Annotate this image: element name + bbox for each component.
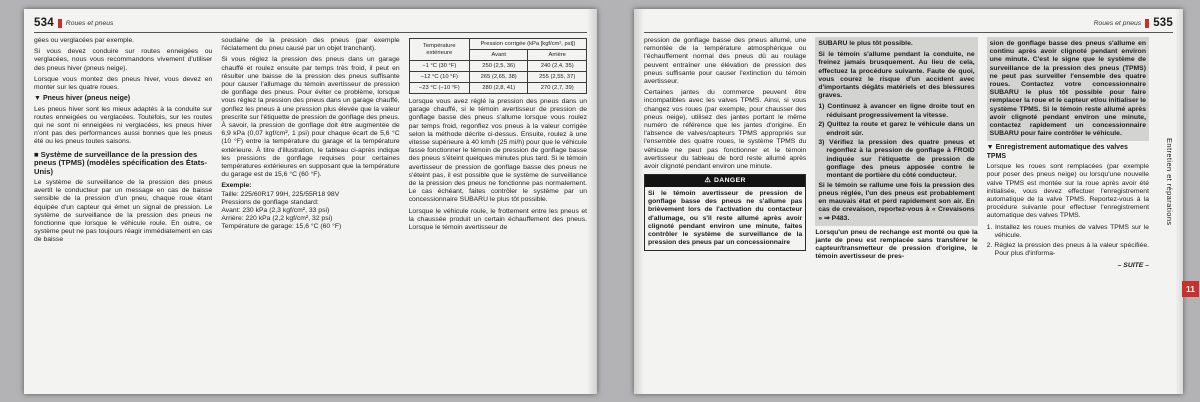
warning-step: 3) Vérifiez la pression des quatre pneus et regonflez à la pression de gonflage à FROID indiquée sur l'étiquette de pression de gonflage des pneus apposée contre le montant de portière du côté conducteur. xyxy=(818,139,975,180)
paragraph: Si vous réglez la pression des pneus dans un garage chauffé et roulez ensuite par temps très froid, il peut en résulter une baisse de la pression des pneus suffisante pour causer l'allumage du témoin avertisseur de pression de gonflage des pneus. Pour éviter ce problème, lorsque vous réglez la pression des pneus dans un garage chauffé, gonflez les pneus à une pression plus élevée que la valeur prescrite sur l'étiquette de pression de gonflage des pneus. À savoir, la pression de gonflage doit être augmentée de 6,9 kPa (0,07 kgf/cm², 1 psi) pour chaque écart de 5,6 °C (10 °F) entre la température du garage et la température extérieure. À titre d'illustration, le tableau ci-après indique les pressions de gonflage requises pour certaines températures extérieures en supposant que la température du garage est de 15,6 °C (60 °F). xyxy=(221,56,400,179)
heading-winter-tires xyxy=(34,95,212,103)
table-cell-front: 265 (2,65, 38) xyxy=(469,72,528,83)
heading-label: Pneus hiver (pneus neige) xyxy=(42,95,131,103)
warning-icon: ⚠ xyxy=(704,177,711,185)
chapter-tab-label: Entretien et réparations xyxy=(1165,138,1174,226)
page-header-right xyxy=(634,9,1183,31)
danger-paragraph: Si le témoin avertisseur de pression de gonflage basse des pneus ne s'allume pas brièvement lors de l'activation du contacteur d'allumage, ou s'il reste allumé après avoir clignoté pendant environ une minute, faites contrôler le système de surveillance de la pression des pneus par un concessionnaire xyxy=(648,189,803,247)
page-534 xyxy=(24,9,597,394)
square-marker-icon: ■ xyxy=(34,149,39,159)
example-line: Avant: 230 kPa (2,3 kgf/cm², 33 psi) xyxy=(221,207,330,215)
page-header-left xyxy=(24,9,597,31)
warning-step: 2) Quittez la route et garez le véhicule dans un endroit sûr. xyxy=(818,121,975,137)
column-3 xyxy=(409,37,587,378)
danger-title-bar xyxy=(645,175,805,187)
triangle-marker-icon: ▼ xyxy=(986,144,994,152)
header-accent-bar xyxy=(58,19,62,28)
example-line: Pressions de gonflage standard: xyxy=(221,198,319,206)
page-number: 535 xyxy=(1153,17,1173,29)
header-section-title: Roues et pneus xyxy=(1093,19,1142,27)
procedure-step: 1. Installez les roues munies de valves TPMS sur le véhicule. xyxy=(986,223,1149,239)
table-subheader-rear: Arrière xyxy=(528,50,587,61)
column-6 xyxy=(987,37,1149,378)
warning-paragraph: SUBARU le plus tôt possible. xyxy=(818,40,913,47)
paragraph: Lorsque vous avez réglé la pression des pneus dans un garage chauffé, si le témoin avertisseur de pression de gonflage basse des pneus s'allume lorsque vous roulez par temps froid, regonflez vos pneus à la valeur corrigée selon la méthode décrite ci-dessus. Ensuite, roulez à une vitesse supérieure à 40 km/h (25 mi/h) pour que le véhicule fasse fonctionner le témoin de pression de gonflage basse des pneus s'éteint quelques minutes plus tard. Si le témoin avertisseur de pression de gonflage basse des pneus ne s'éteint pas, il est possible que le système de surveillance de la pression des pneus ne fonctionne pas normalement. Le cas échéant, faites contrôler le système par un concessionnaire SUBARU le plus tôt possible. xyxy=(408,98,587,204)
header-rule xyxy=(34,32,587,33)
right-page-columns xyxy=(634,37,1183,378)
heading-label: Système de surveillance de la pression des pneus (TPMS) (modèles spécification des États-Unis) xyxy=(34,149,208,177)
paragraph: gées ou verglacées par exemple. xyxy=(34,37,135,44)
warning-step: 1) Continuez à avancer en ligne droite tout en réduisant progressivement la vitesse. xyxy=(818,103,975,119)
heading-label: Enregistrement automatique des valves TPMS xyxy=(986,144,1128,160)
table-cell-rear: 270 (2,7, 39) xyxy=(528,83,587,94)
warning-paragraph: Si le témoin se rallume une fois la pression des pneus réglée, l'un des pneus est probablement en mauvais état et perd rapidement son air. En cas de crevaison, reportez-vous à « Crevaisons » ⇒ P483. xyxy=(818,181,975,222)
heading-tpms-system xyxy=(34,151,212,177)
paragraph: Lorsque vous montez des pneus hiver, vous devez en monter sur les quatre roues. xyxy=(34,75,213,92)
example-line: Température de garage: 15,6 °C (60 °F) xyxy=(221,223,342,231)
triangle-marker-icon: ▼ xyxy=(34,95,41,103)
column-4 xyxy=(644,37,806,378)
table-cell-temp: −1 °C (30 °F) xyxy=(409,61,469,72)
left-page-columns xyxy=(24,37,597,378)
warning-continuation-panel xyxy=(987,37,1149,141)
table-row xyxy=(409,72,586,83)
header-section-title: Roues et pneus xyxy=(65,19,114,27)
table-cell-rear: 240 (2,4, 35) xyxy=(528,61,587,72)
paragraph: Les pneus hiver sont les mieux adaptés à la conduite sur routes enneigées ou verglacées. Toutefois, sur les routes qui ne sont ni enneigées ni verglacées, les pneus hiver n'ont pas des performances aussi bonnes que les pneus été ou les pneus toutes saisons. xyxy=(34,105,213,146)
paragraph: Lorsque les roues sont remplacées (par exemple pour poser des pneus neige) ou lorsqu'une nouvelle valve TPMS est montée sur la roue après avoir été initialisée, vous devez effectuer l'enregistrement automatique de la valve TPMS. Reportez-vous à la procédure suivante pour effectuer l'enregistrement automatique des valves TPMS. xyxy=(986,163,1149,220)
paragraph-bold: Lorsqu'un pneu de rechange est monté ou que la jante de pneu est remplacée sans transférer le capteur/transmetteur de pression d'origine, le témoin avertisseur de pres- xyxy=(815,228,978,261)
example-line: Arrière: 220 kPa (2,2 kgf/cm², 32 psi) xyxy=(221,215,333,223)
table-cell-temp: −23 °C (−10 °F) xyxy=(409,83,469,94)
table-header-temperature: Température extérieure xyxy=(409,39,469,61)
table-subheader-front: Avant xyxy=(469,50,528,61)
warning-paragraph: sion de gonflage basse des pneus s'allume en continu après avoir clignoté pendant environ une minute. C'est le signe que le système de surveillance de la pression des pneus (TPMS) ne peut pas surveiller l'ensemble des quatre roues. Contactez votre concessionnaire SUBARU le plus tôt possible pour faire remplacer la roue et le capteur et/ou initialiser le système TPMS. Si le témoin reste allumé après avoir clignoté pendant environ une minute, contactez rapidement un concessionnaire SUBARU pour faire contrôler le véhicule. xyxy=(989,40,1146,138)
paragraph: Lorsque le véhicule roule, le frottement entre les pneus et la chaussée produit un certain échauffement des pneus. Lorsque le témoin avertisseur de xyxy=(408,207,587,232)
column-5 xyxy=(815,37,977,378)
page-535 xyxy=(634,9,1183,394)
continued-marker: – SUITE – xyxy=(1117,261,1149,269)
table-row xyxy=(409,61,586,72)
column-1 xyxy=(34,37,212,378)
paragraph: Certaines jantes du commerce peuvent être incompatibles avec les valves TPMS. Ainsi, si vous changez vos roues (par exemple, pour chausser des pneus neige), utilisez des jantes portant le même numéro de référence que les jantes d'origine. En l'absence de valves/capteurs TPMS appropriés sur l'ensemble des quatre roues, le système TPMS du véhicule ne peut pas fonctionner et le témoin avertisseur du tableau de bord reste allumé après avoir clignoté pendant environ une minute. xyxy=(644,89,807,171)
column-2 xyxy=(221,37,399,378)
table-row xyxy=(409,83,586,94)
table-cell-temp: −12 °C (10 °F) xyxy=(409,72,469,83)
table-cell-front: 280 (2,8, 41) xyxy=(469,83,528,94)
example-line: Taille: 225/60R17 99H, 225/55R18 98V xyxy=(221,190,340,198)
table-cell-front: 250 (2,5, 36) xyxy=(469,61,528,72)
header-accent-bar xyxy=(1145,19,1149,28)
header-rule xyxy=(644,32,1173,33)
pressure-correction-table xyxy=(409,38,587,94)
danger-title: DANGER xyxy=(713,177,746,185)
danger-warning-box xyxy=(644,174,806,251)
heading-tpms-registration xyxy=(987,144,1149,161)
paragraph: pression de gonflage basse des pneus allumé, une remontée de la température atmosphérique ou l'échauffement normal des pneus dû au roulage peuvent entraîner une élévation de pression des pneus suffisante pour causer l'extinction du témoin avertisseur. xyxy=(644,37,807,86)
danger-body xyxy=(645,187,805,249)
paragraph: soudaine de la pression des pneus (par exemple l'éclatement du pneu causé par un objet tranchant). xyxy=(221,37,400,53)
chapter-tab-badge: 11 xyxy=(1182,281,1199,297)
warning-continuation-panel xyxy=(815,37,977,226)
procedure-step: 2. Réglez la pression des pneus à la valeur spécifiée. Pour plus d'informa- xyxy=(986,241,1149,257)
paragraph: Le système de surveillance de la pression des pneus avertit le conducteur par un message en cas de baisse sensible de la pression d'un pneu, chaque roue étant équipée d'un capteur qui émet un signal de pression. Le système de surveillance de la pression des pneus ne fonctionne que lorsque le véhicule roule. En outre, ce système peut ne pas toujours réagir immédiatement en cas de baisse xyxy=(34,179,213,244)
page-number: 534 xyxy=(34,17,54,29)
table-cell-rear: 255 (2,55, 37) xyxy=(528,72,587,83)
example-label: Exemple: xyxy=(221,182,252,190)
warning-paragraph: Si le témoin s'allume pendant la conduite, ne freinez jamais brusquement. Au lieu de cela, effectuez la procédure suivante. Faute de quoi, vous courez le risque d'un accident avec d'importants dégâts matériels et des blessures graves. xyxy=(818,51,975,100)
table-header-pressure: Pression corrigée (kPa [kgf/cm², psi]) xyxy=(469,39,586,50)
paragraph: Si vous devez conduire sur routes enneigées ou verglacées, nous vous recommandons vivement d'utiliser des pneus hiver (pneus neige). xyxy=(34,48,213,72)
